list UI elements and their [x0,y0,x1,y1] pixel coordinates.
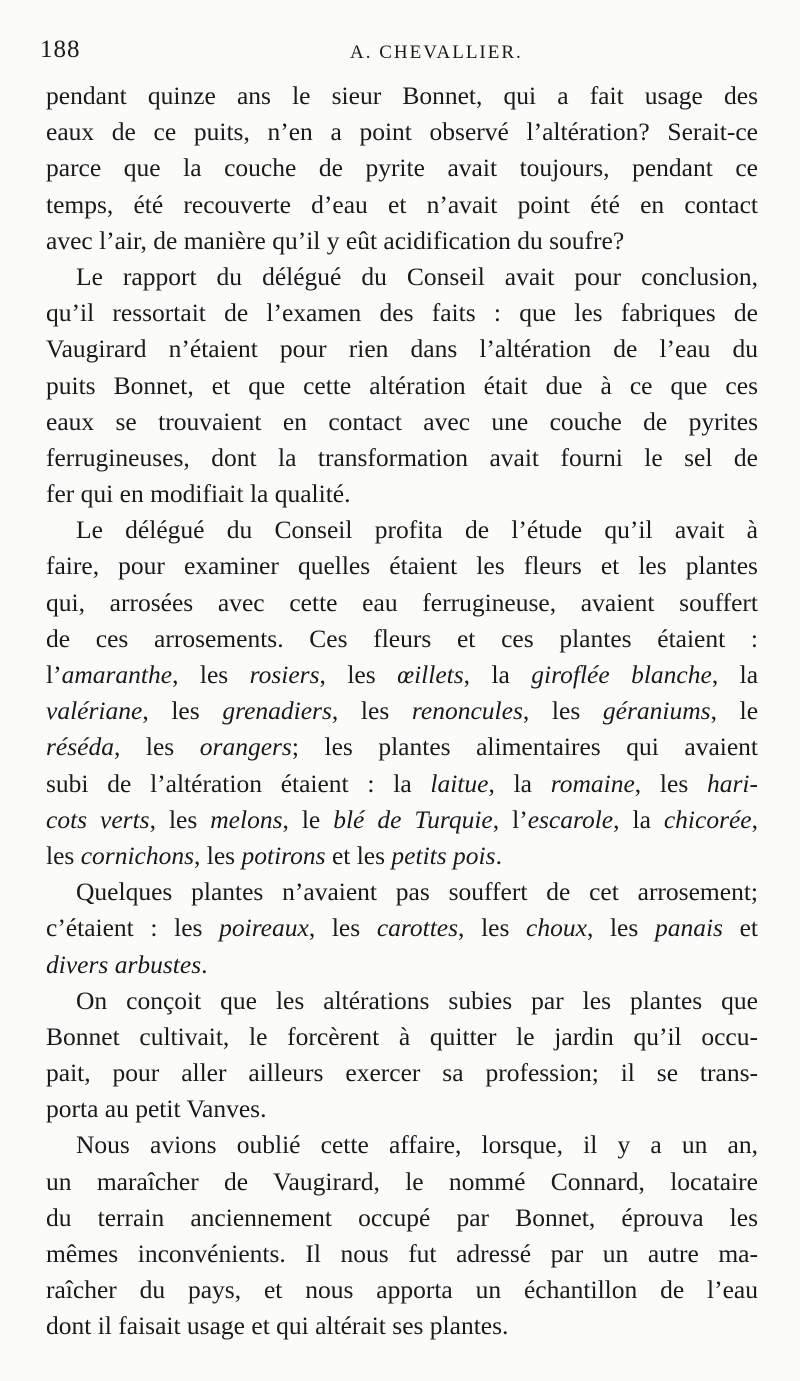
text-segment: , les [194,840,242,870]
italic-text: œillets [397,660,464,689]
italic-text: choux [526,913,587,943]
text-line [46,331,758,367]
text-segment: qu’il ressortait de l’examen des faits : que les fabriques de [46,298,758,328]
text-segment: avec l’air, de manière qu’il y eût acidification du soufre? [46,225,625,255]
text-line [46,1236,758,1272]
italic-text: panais [654,913,723,943]
text-segment: , le [282,804,334,834]
text-segment: , les [331,696,412,726]
text-line [46,1200,758,1236]
text-line [46,259,758,295]
text-line [46,766,758,802]
text-segment: du terrain anciennement occupé par Bonnet, éprouva les [46,1202,758,1232]
text-segment: , la [488,768,551,798]
text-line [46,476,758,512]
text-segment: eaux de ce puits, n’en a point observé l’altération? Serait-ce [46,117,758,147]
text-segment: Le rapport du délégué du Conseil avait pour conclusion, [76,261,758,291]
text-line [46,548,758,584]
italic-text: cots verts [46,804,150,834]
text-segment: , les [308,913,377,943]
text-line [46,1055,758,1091]
text-segment: Bonnet cultivait, le forcèrent à quitter le jardin qu’il occu- [46,1021,758,1051]
italic-text: poireaux [219,913,309,943]
text-line [46,802,758,838]
text-segment: , les [319,660,398,689]
text-line [46,78,758,114]
text-segment: les [46,840,81,870]
italic-text: cornichons [80,840,195,870]
text-segment: Le délégué du Conseil profita de l’étude qu’il avait à [76,515,758,545]
text-segment: , le [710,696,758,726]
text-segment: , les [113,732,200,762]
text-segment: Quelques plantes n’avaient pas souffert de cet arrosement; [76,877,758,907]
text-line [46,1019,758,1055]
text-segment: et [722,913,758,943]
text-segment: porta au petit Vanves. [46,1094,267,1124]
text-line [46,657,758,693]
italic-text: escarole [527,804,614,834]
text-segment: subi de l’altération étaient : la [46,768,431,798]
text-segment: qui, arrosées avec cette eau ferrugineuse, avaient souffert [46,587,758,617]
text-segment: fer qui en modifiait la qualité. [46,479,351,509]
text-line [46,585,758,621]
text-line [46,1091,758,1127]
text-line [46,1272,758,1308]
running-head: A. CHEVALLIER. [350,42,523,63]
text-line [46,693,758,729]
italic-text: grenadiers [222,696,332,726]
italic-text: potirons [241,840,326,870]
italic-text: hari- [707,768,758,798]
text-segment: faire, pour examiner quelles étaient les fleurs et les plantes [46,551,758,581]
italic-text: blé de Turquie [333,804,493,834]
text-segment: pait, pour aller ailleurs exercer sa profession; il se trans- [46,1058,758,1088]
text-segment: parce que la couche de pyrite avait toujours, pendant ce [46,153,758,183]
text-segment: temps, été recouverte d’eau et n’avait point été en contact [46,189,758,219]
italic-text: laitue [430,768,489,798]
text-segment: . [495,840,502,870]
italic-text: carottes [376,913,459,943]
text-segment: eaux se trouvaient en contact avec une couche de pyrites [46,406,758,436]
body-text [46,78,758,1345]
italic-text: divers arbustes [46,949,202,979]
text-segment: , les [142,696,223,726]
text-segment: ferrugineuses, dont la transformation avait fourni le sel de [46,442,758,472]
page-number: 188 [40,36,81,63]
text-segment: mêmes inconvénients. Il nous fut adressé par un autre ma- [46,1239,758,1268]
text-segment: , la [613,804,664,834]
text-line [46,368,758,404]
italic-text: giroflée blanche [531,660,712,689]
text-segment: Nous avions oublié cette affaire, lorsque, il y a un an, [76,1130,758,1160]
text-segment: l’ [46,660,62,689]
text-segment: de ces arrosements. Ces fleurs et ces plantes étaient : [46,623,758,653]
text-segment: Vaugirard n’étaient pour rien dans l’altération de l’eau du [46,334,758,364]
italic-text: petits pois [391,840,496,870]
text-line [46,838,758,874]
text-line [46,910,758,946]
text-segment: . [201,949,208,979]
text-segment: raîcher du pays, et nous apporta un échantillon de l’eau [46,1275,758,1305]
text-segment: , la [711,660,758,689]
text-segment: , l’ [492,804,528,834]
text-segment: ; les plantes alimentaires qui avaient [291,732,758,762]
text-line [46,874,758,910]
text-line [46,114,758,150]
page-header [40,36,760,68]
italic-text: romaine [550,768,635,798]
italic-text: chicorée [663,804,752,834]
text-line [46,729,758,765]
text-segment: , les [149,804,211,834]
text-line [46,1127,758,1163]
text-line [46,150,758,186]
italic-text: géraniums [602,696,711,726]
italic-text: renoncules [411,696,523,726]
text-segment: puits Bonnet, et que cette altération était due à ce que ces [46,370,758,400]
text-segment: dont il faisait usage et qui altérait ses plantes. [46,1311,509,1341]
italic-text: melons [210,804,283,834]
italic-text: orangers [199,732,292,762]
text-line [46,187,758,223]
text-segment: On conçoit que les altérations subies par les plantes que [76,985,758,1015]
text-line [46,1308,758,1344]
text-line [46,947,758,983]
text-line [46,621,758,657]
text-segment: , la [463,660,532,689]
text-segment: , les [172,660,250,689]
italic-text: valériane [46,696,143,726]
text-line [46,1164,758,1200]
text-line [46,223,758,259]
text-line [46,512,758,548]
text-segment: un maraîcher de Vaugirard, le nommé Connard, locataire [46,1166,758,1196]
text-segment: et les [325,840,392,870]
italic-text: réséda [46,732,114,762]
text-line [46,404,758,440]
italic-text: rosiers [249,660,320,689]
text-segment: c’étaient : les [46,913,220,943]
text-line [46,295,758,331]
text-segment: , les [634,768,707,798]
text-segment: pendant quinze ans le sieur Bonnet, qui a fait usage des [46,81,758,110]
text-line [46,440,758,476]
text-segment: , les [522,696,603,726]
text-segment: , les [458,913,527,943]
text-segment: , les [586,913,655,943]
italic-text: amaranthe [61,660,173,689]
text-segment: , [751,804,758,834]
text-line [46,983,758,1019]
